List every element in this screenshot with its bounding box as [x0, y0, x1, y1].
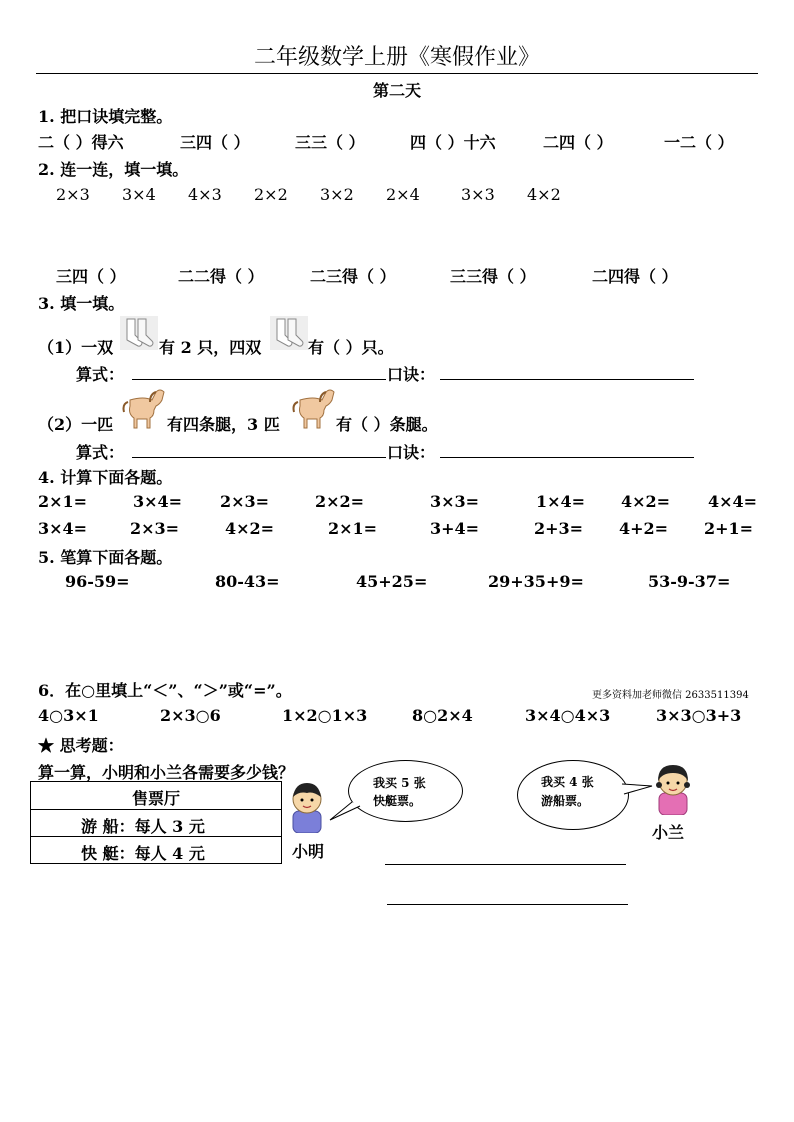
q1-item: 四（ ）十六 — [410, 133, 496, 152]
q4-heading: 4. 计算下面各题。 — [38, 468, 173, 487]
q3-p1-end: 有（ ）只。 — [308, 338, 394, 357]
q4-item: 4×4= — [708, 492, 758, 511]
ticket-title: 售票厅 — [131, 789, 180, 808]
q6-item: 2×3○6 — [160, 706, 221, 725]
q4-item: 3×4= — [133, 492, 183, 511]
q2-top-item: 4×3 — [188, 185, 222, 204]
think-heading: ★ 思考题： — [38, 736, 124, 755]
boy-name: 小明 — [292, 842, 325, 861]
answer-line — [132, 457, 386, 458]
q3-p2-middle: 有四条腿，3 匹 — [167, 415, 280, 434]
q3-p2-start: （2）一匹 — [38, 415, 114, 434]
q5-item: 80-43= — [215, 572, 280, 591]
answer-line — [385, 864, 626, 865]
q2-bottom-item: 二二得（ ） — [178, 267, 264, 286]
q4-item: 3×4= — [38, 519, 88, 538]
q5-item: 53-9-37= — [648, 572, 731, 591]
q5-item: 96-59= — [65, 572, 130, 591]
q5-heading: 5. 笔算下面各题。 — [38, 548, 173, 567]
q3-p2-end: 有（ ）条腿。 — [336, 415, 438, 434]
q6-item: 3×4○4×3 — [525, 706, 611, 725]
q2-top-item: 4×2 — [527, 185, 561, 204]
q2-top-item: 3×2 — [320, 185, 354, 204]
ticket-row: 快 艇：每人 4 元 — [81, 844, 205, 863]
answer-line — [387, 904, 628, 905]
q2-top-item: 2×3 — [56, 185, 90, 204]
horse-icon — [120, 386, 168, 430]
q1-item: 三三（ ） — [295, 133, 365, 152]
q4-item: 4×2= — [225, 519, 275, 538]
contact-note: 更多资料加老师微信 2633511394 — [592, 690, 749, 701]
q4-item: 2+1= — [704, 519, 754, 538]
q1-item: 三四（ ） — [180, 133, 250, 152]
ticket-table — [30, 781, 282, 864]
girl-avatar — [654, 763, 692, 815]
q1-item: 二（ ）得六 — [38, 133, 124, 152]
q2-bottom-item: 三四（ ） — [56, 267, 126, 286]
horse-icon — [290, 386, 338, 430]
girl-speech-line: 我买 4 张 — [541, 775, 594, 789]
q4-item: 4×2= — [621, 492, 671, 511]
boy-avatar — [288, 781, 326, 833]
q2-bottom-item: 二四得（ ） — [592, 267, 678, 286]
q4-item: 2×3= — [130, 519, 180, 538]
boy-speech-line: 我买 5 张 — [373, 776, 426, 790]
q6-item: 1×2○1×3 — [282, 706, 368, 725]
q2-heading: 2. 连一连，填一填。 — [38, 160, 189, 179]
q4-item: 2×1= — [38, 492, 88, 511]
sock-icon — [120, 316, 158, 350]
q5-item: 45+25= — [356, 572, 428, 591]
q3-rhyme-label: 口诀： — [387, 365, 436, 384]
q6-heading: 6．在○里填上“＜”、“＞”或“=”。 — [38, 681, 292, 700]
q3-heading: 3. 填一填。 — [38, 294, 125, 313]
q4-item: 3+4= — [430, 519, 480, 538]
q3-formula-label: 算式： — [76, 365, 125, 384]
girl-name: 小兰 — [652, 823, 685, 842]
q6-item: 4○3×1 — [38, 706, 99, 725]
bubble-tail — [328, 800, 368, 822]
q2-bottom-item: 二三得（ ） — [310, 267, 396, 286]
q3-p1-middle: 有 2 只，四双 — [159, 338, 262, 357]
q4-item: 1×4= — [536, 492, 586, 511]
q2-top-item: 3×4 — [122, 185, 156, 204]
answer-line — [440, 457, 694, 458]
answer-line — [440, 379, 694, 380]
ticket-divider — [31, 836, 281, 837]
q4-item: 2+3= — [534, 519, 584, 538]
q5-item: 29+35+9= — [488, 572, 584, 591]
q1-item: 二四（ ） — [543, 133, 613, 152]
ticket-row: 游 船：每人 3 元 — [81, 817, 205, 836]
q4-item: 2×2= — [315, 492, 365, 511]
q6-item: 8○2×4 — [412, 706, 473, 725]
think-question: 算一算，小明和小兰各需要多少钱？ — [38, 763, 295, 782]
q2-bottom-item: 三三得（ ） — [450, 267, 536, 286]
answer-line — [132, 379, 386, 380]
q4-item: 4+2= — [619, 519, 669, 538]
sock-icon — [270, 316, 308, 350]
q3-p1-start: （1）一双 — [38, 338, 114, 357]
girl-speech-line: 游船票。 — [541, 794, 590, 808]
q6-item: 3×3○3+3 — [656, 706, 742, 725]
q2-top-item: 2×4 — [386, 185, 420, 204]
page-subtitle: 第二天 — [372, 81, 421, 100]
q4-item: 3×3= — [430, 492, 480, 511]
ticket-divider — [31, 809, 281, 810]
q4-item: 2×3= — [220, 492, 270, 511]
q1-heading: 1. 把口诀填完整。 — [38, 107, 173, 126]
boy-speech-line: 快艇票。 — [373, 794, 422, 808]
q3-rhyme-label: 口诀： — [387, 443, 436, 462]
title-rule — [36, 73, 758, 74]
q2-top-item: 2×2 — [254, 185, 288, 204]
q1-item: 一二（ ） — [664, 133, 734, 152]
bubble-tail — [620, 778, 654, 798]
q3-formula-label: 算式： — [76, 443, 125, 462]
q2-top-item: 3×3 — [461, 185, 495, 204]
page-title: 二年级数学上册《寒假作业》 — [253, 45, 540, 70]
q4-item: 2×1= — [328, 519, 378, 538]
